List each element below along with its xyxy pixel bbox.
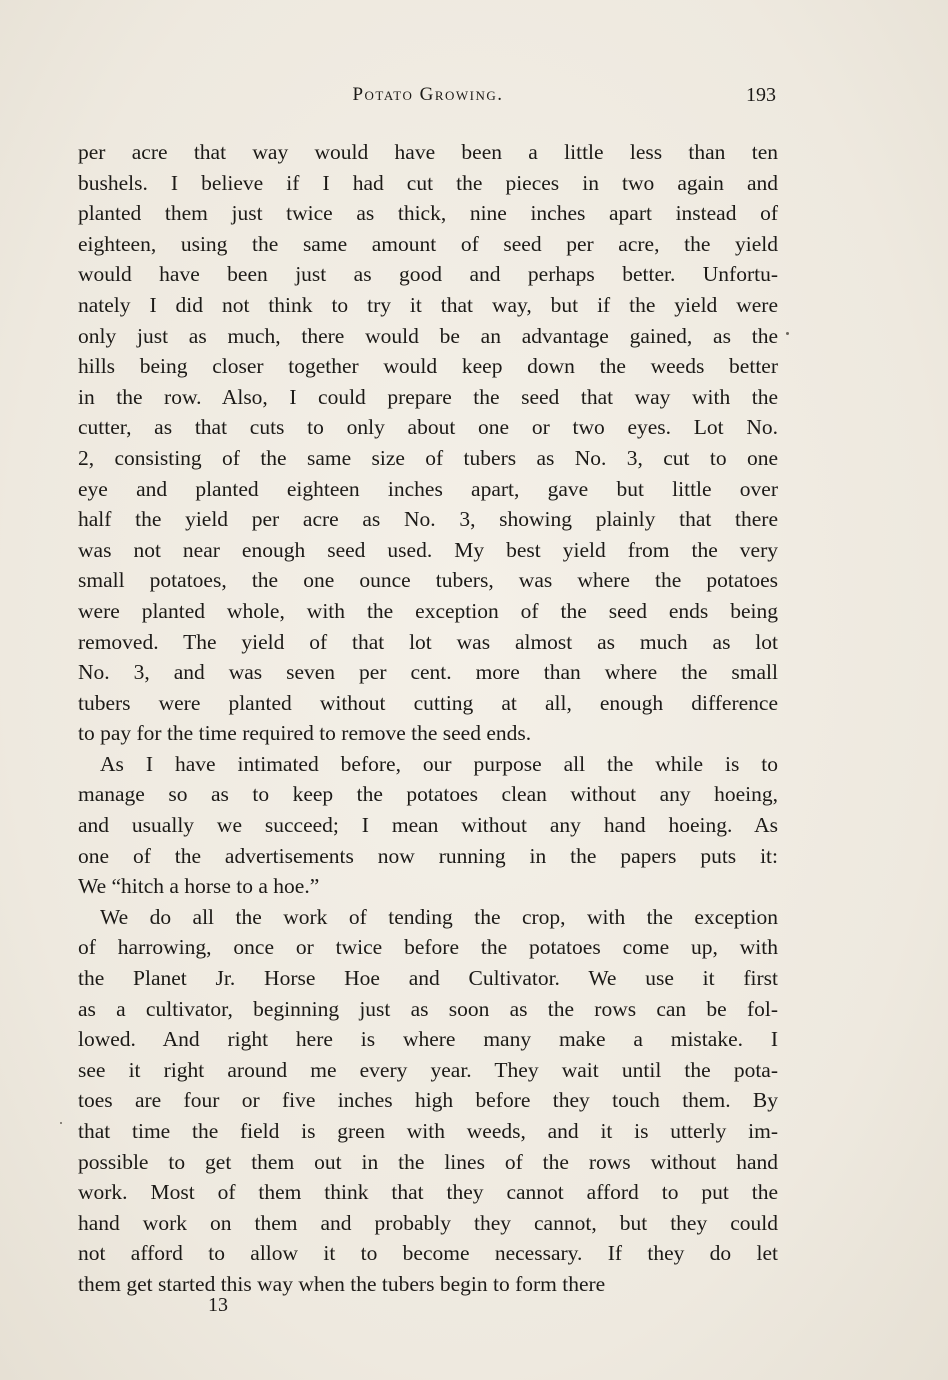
text-line: hills being closer together would keep down the weeds better: [78, 354, 778, 379]
text-line: in the row. Also, I could prepare the seed that way with the: [78, 384, 778, 409]
text-line: not afford to allow it to become necessary. If they do let: [78, 1241, 778, 1266]
text-line: lowed. And right here is where many make a mistake. I: [78, 1027, 778, 1052]
page-number: 193: [746, 84, 776, 106]
text-line: that time the field is green with weeds, and it is utterly im-: [78, 1119, 778, 1143]
text-line: as a cultivator, beginning just as soon as the rows can be fol-: [78, 996, 778, 1021]
text-line: removed. The yield of that lot was almost as much as lot: [78, 629, 778, 654]
text-line: work. Most of them think that they cannot afford to put the: [78, 1180, 778, 1205]
text-line: possible to get them out in the lines of the rows without hand: [78, 1149, 778, 1174]
text-line: small potatoes, the one ounce tubers, was where the potatoes: [78, 568, 778, 593]
text-line: eighteen, using the same amount of seed per acre, the yield: [78, 231, 778, 256]
text-line: were planted whole, with the exception of the seed ends being: [78, 598, 778, 623]
text-line: bushels. I believe if I had cut the pieces in two again and: [78, 170, 778, 195]
text-line: eye and planted eighteen inches apart, gave but little over: [78, 476, 778, 501]
paragraph: [78, 749, 778, 902]
text-line: nately I did not think to try it that way, but if the yield were: [78, 292, 778, 317]
text-line: We “hitch a horse to a hoe.”: [78, 874, 320, 899]
text-line: No. 3, and was seven per cent. more than where the small: [78, 660, 778, 685]
text-line: As I have intimated before, our purpose all the while is to: [100, 751, 778, 776]
text-line: only just as much, there would be an advantage gained, as the: [78, 323, 778, 348]
text-line: and usually we succeed; I mean without any hand hoeing. As: [78, 813, 778, 838]
text-line: cutter, as that cuts to only about one or two eyes. Lot No.: [78, 415, 778, 440]
text-line: them get started this way when the tubers begin to form there: [78, 1271, 606, 1296]
paper-speck: [786, 332, 789, 335]
text-line: was not near enough seed used. My best yield from the very: [78, 537, 778, 562]
text-line: 2, consisting of the same size of tubers as No. 3, cut to one: [78, 445, 778, 470]
text-line: half the yield per acre as No. 3, showing plainly that there: [78, 507, 778, 532]
text-line: per acre that way would have been a little less than ten: [78, 140, 778, 164]
text-line: of harrowing, once or twice before the potatoes come up, with: [78, 935, 778, 960]
signature-mark: 13: [208, 1294, 228, 1316]
running-title: Potato Growing.: [352, 84, 504, 105]
paragraph: [78, 902, 778, 1300]
text-line: would have been just as good and perhaps better. Unfortu-: [78, 262, 778, 287]
paper-speck: [60, 1122, 62, 1124]
text-line: manage so as to keep the potatoes clean without any hoeing,: [78, 782, 778, 807]
text-line: tubers were planted without cutting at all, enough difference: [78, 690, 778, 715]
text-line: one of the advertisements now running in the papers puts it:: [78, 843, 778, 868]
running-head: [78, 84, 778, 112]
text-line: to pay for the time required to remove the seed ends.: [78, 721, 532, 746]
text-line: the Planet Jr. Horse Hoe and Cultivator. We use it first: [78, 966, 778, 991]
text-line: We do all the work of tending the crop, with the exception: [100, 904, 778, 929]
paragraph: [78, 137, 778, 749]
text-line: toes are four or five inches high before they touch them. By: [78, 1088, 778, 1113]
text-line: planted them just twice as thick, nine inches apart instead of: [78, 201, 778, 226]
text-line: see it right around me every year. They wait until the pota-: [78, 1057, 778, 1082]
text-line: hand work on them and probably they cannot, but they could: [78, 1210, 778, 1235]
body-text: [78, 137, 778, 1300]
